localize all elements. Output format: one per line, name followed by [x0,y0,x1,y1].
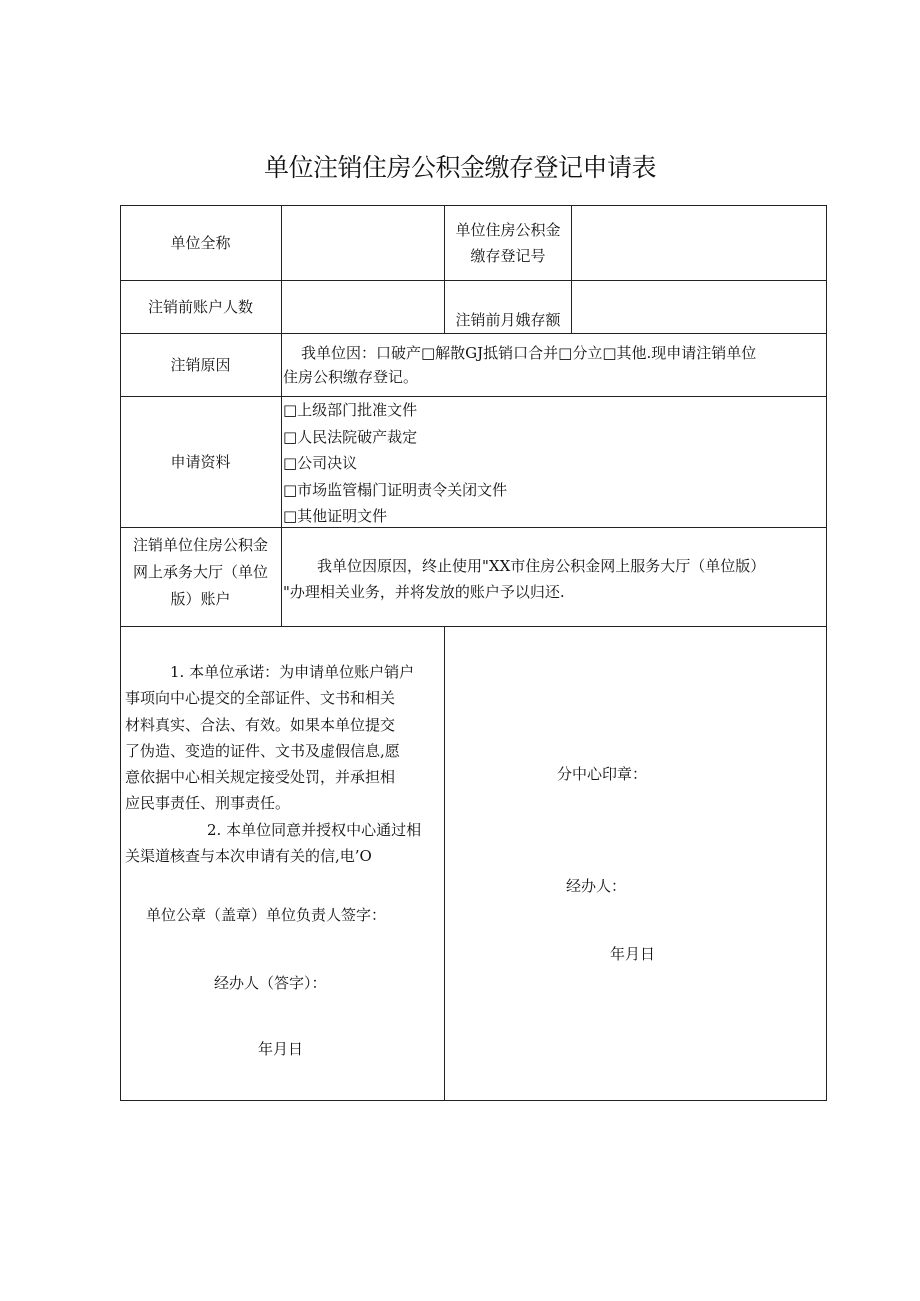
pledge-p2-line1: 2. 本单位同意并授权中心通过相 [207,820,422,839]
material-item-other[interactable]: □其他证明文件 [283,507,388,525]
reason-label: 注销原因 [170,356,231,374]
monthly-field[interactable] [572,281,826,333]
reg-no-label [445,217,571,269]
seal-sign-label: 单位公章（盖章）单位负责人签字： [146,906,387,924]
online-label-line3: 版）账户 [170,590,231,608]
reg-no-label-line2: 缴存登记号 [470,247,546,265]
reason-text-line1: 我单位因：口破产□解散GJ抵销口合并□分立□其他.现申请注销单位 [301,344,757,362]
reason-text[interactable] [283,341,828,389]
pledge-text [125,659,445,869]
unit-name-label: 单位全称 [170,233,231,252]
center-seal-label: 分中心印章： [557,765,648,783]
center-handler-label: 经办人： [566,877,627,895]
page-title: 单位注销住房公积金缴存登记申请表 [263,153,656,182]
online-label-line1: 注销单位住房公积金 [132,536,268,554]
pledge-p1-line4: 了伪造、变造的证件、文书及虚假信息,愿 [125,741,400,760]
online-account-label [120,532,281,613]
handler-sign-label: 经办人（答字）： [214,974,327,992]
online-text-line2: "办理相关业务，并将发放的账户予以归还. [283,583,565,601]
reg-no-label-line1: 单位住房公积金 [455,221,561,239]
pledge-p2-line2: 关渠道核查与本次申请有关的信,电’O [125,847,372,866]
accounts-field[interactable] [282,281,444,333]
material-item-court[interactable]: □人民法院破产裁定 [283,427,418,446]
monthly-label: 注销前月娥存额 [455,311,561,329]
materials-label: 申请资料 [170,453,231,471]
pledge-p1-line6: 应民事责任、刑事责任。 [125,794,291,813]
online-label-line2: 网上承务大厅（单位 [132,563,268,581]
pledge-p1-line2: 事项向中心提交的全部证件、文书和相关 [125,689,396,708]
row-divider [120,626,827,627]
application-form-table [120,205,827,1101]
pledge-p1-line1: 1. 本单位承诺：为申请单位账户销户 [170,663,415,681]
pledge-p1-line5: 意依据中心相关规定接受处罚，并承担相 [125,768,396,787]
materials-list [283,397,823,530]
unit-name-field[interactable] [282,205,444,280]
reason-text-line2: 住房公积缴存登记。 [283,368,419,386]
material-item-resolution[interactable]: □公司决议 [283,454,358,472]
pledge-date: 年月日 [258,1040,304,1058]
center-date: 年月日 [610,945,656,963]
material-item-approval[interactable]: □上级部门批准文件 [283,401,418,419]
reg-no-field[interactable] [572,205,826,280]
table-border-right [826,205,827,1101]
online-account-text [283,553,828,605]
material-item-market[interactable]: □市场监管榻门证明责令关闭文件 [283,480,508,499]
accounts-label: 注销前账户人数 [147,298,253,316]
online-text-line1: 我单位因原因，终止使用"XX市住房公积金网上服务大厅（单位版） [317,557,766,575]
pledge-p1-line3: 材料真实、合法、有效。如果本单位提交 [125,715,396,734]
table-border-bottom [120,1100,827,1101]
